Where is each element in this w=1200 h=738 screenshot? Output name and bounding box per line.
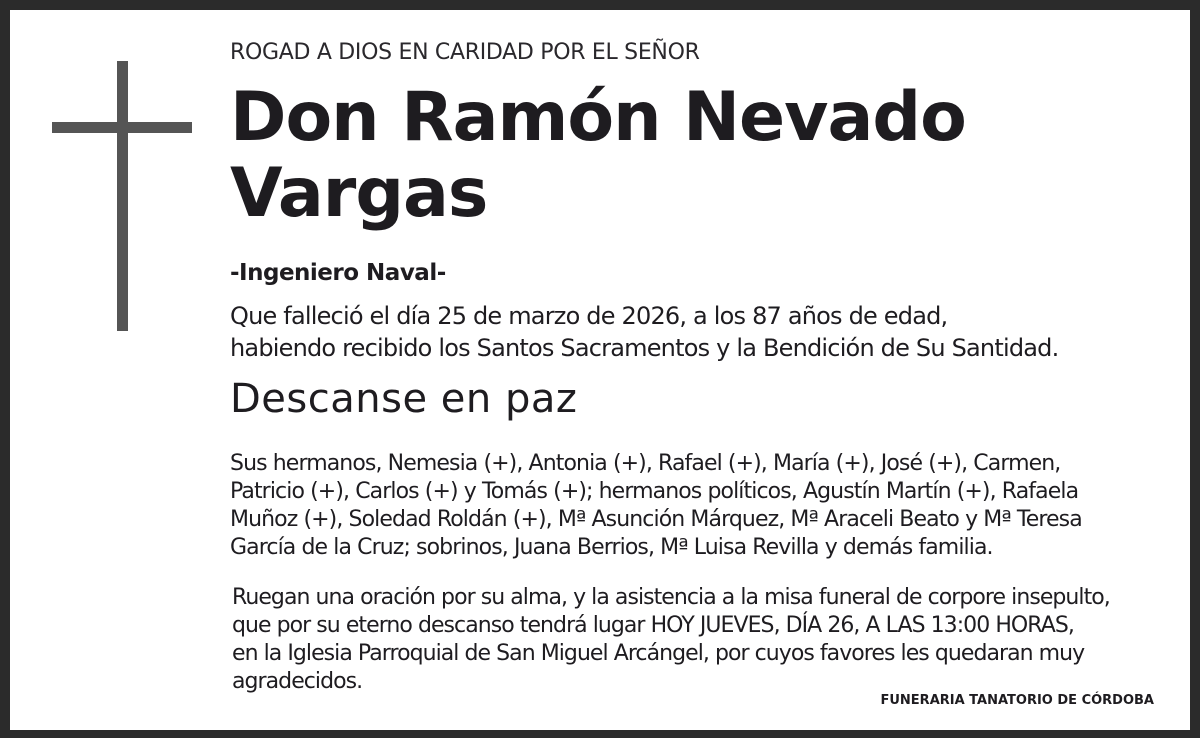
funeral-line: Ruegan una oración por su alma, y la asistencia a la misa funeral de corpore insepulto, [232, 585, 1110, 610]
intro-line: ROGAD A DIOS EN CARIDAD POR EL SEÑOR [230, 40, 700, 65]
funeral-paragraph [232, 584, 1110, 696]
rest-in-peace: Descanse en paz [230, 376, 578, 422]
death-statement-line: Que falleció el día 25 de marzo de 2026, a los 87 años de edad, [230, 302, 948, 330]
family-line: Sus hermanos, Nemesia (+), Antonia (+), Rafael (+), María (+), José (+), Carmen, [230, 451, 1061, 476]
profession: -Ingeniero Naval- [230, 260, 446, 286]
funeral-line: que por su eterno descanso tendrá lugar HOY JUEVES, DÍA 26, A LAS 13:00 HORAS, [232, 613, 1074, 638]
death-statement [230, 300, 1058, 364]
family-line: Patricio (+), Carlos (+) y Tomás (+); hermanos políticos, Agustín Martín (+), Rafaela [230, 479, 1079, 504]
family-paragraph [230, 450, 1082, 562]
cross-horizontal-bar [52, 122, 192, 133]
deceased-name [230, 80, 966, 232]
funeral-home-name: FUNERARIA TANATORIO DE CÓRDOBA [880, 693, 1154, 708]
family-line: Muñoz (+), Soledad Roldán (+), Mª Asunción Márquez, Mª Araceli Beato y Mª Teresa [230, 507, 1082, 532]
family-line: García de la Cruz; sobrinos, Juana Berrios, Mª Luisa Revilla y demás familia. [230, 535, 993, 560]
cross-vertical-bar [117, 61, 128, 331]
funeral-line: agradecidos. [232, 669, 363, 694]
deceased-name-line: Don Ramón Nevado [230, 78, 966, 157]
deceased-name-line: Vargas [230, 154, 488, 233]
death-statement-line: habiendo recibido los Santos Sacramentos y la Bendición de Su Santidad. [230, 334, 1059, 362]
funeral-line: en la Iglesia Parroquial de San Miguel Arcángel, por cuyos favores les quedaran muy [232, 641, 1085, 666]
